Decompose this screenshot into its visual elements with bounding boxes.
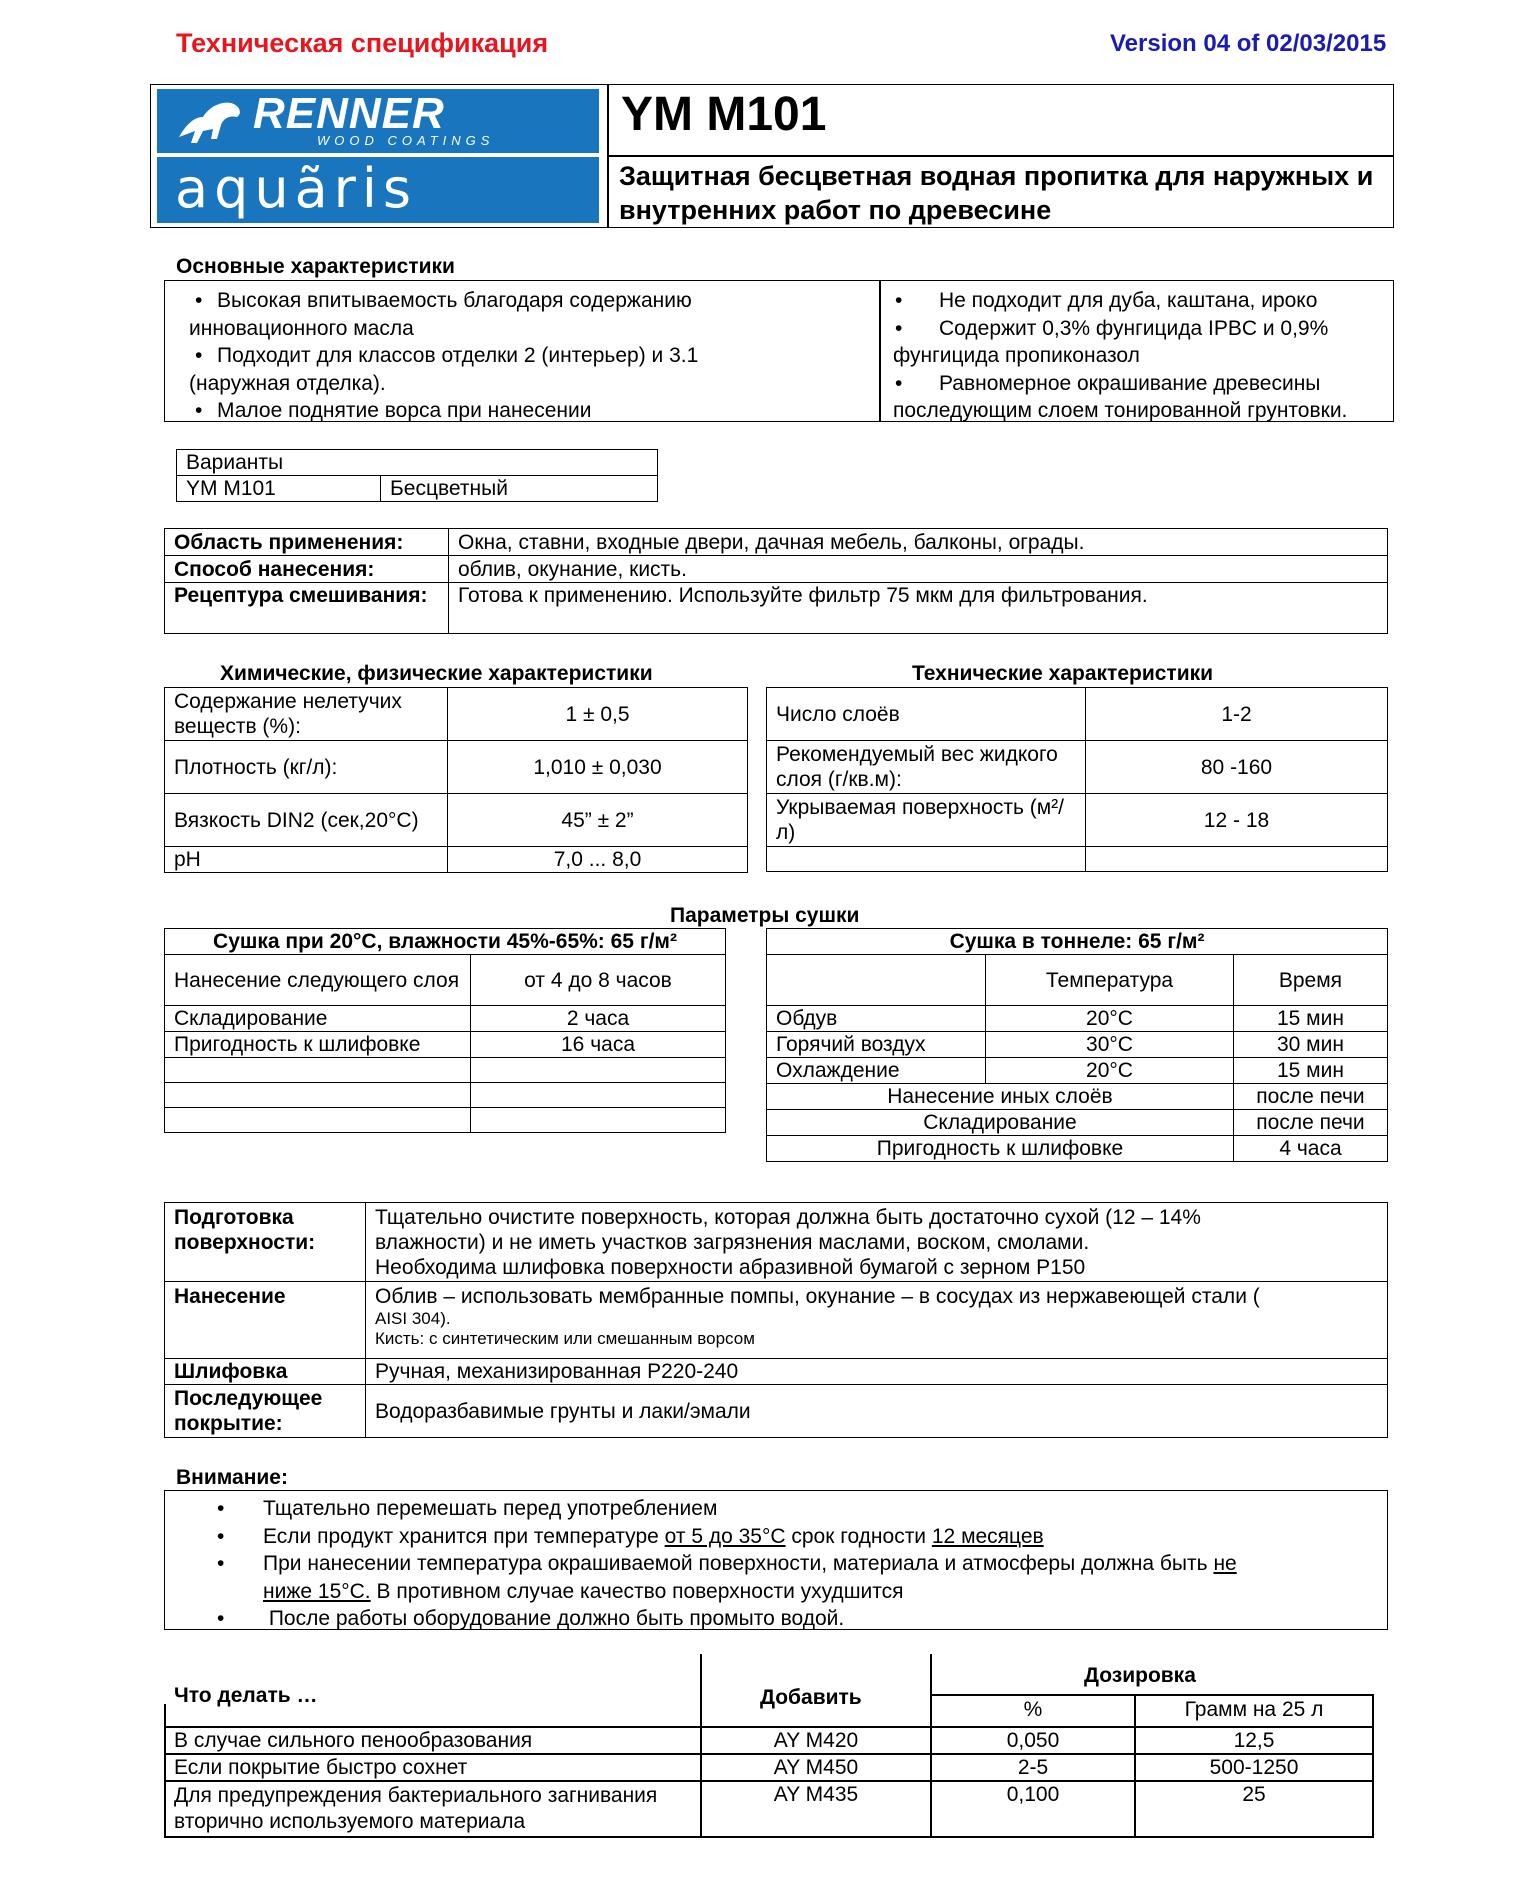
recipe-value: Готова к применению. Используйте фильтр 75 мкм для фильтрования. — [449, 583, 1388, 634]
drying-20-header: Сушка при 20°C, влажности 45%-65%: 65 г/м² — [165, 929, 726, 955]
tech-value: 1-2 — [1086, 688, 1388, 741]
document-title: Техническая спецификация — [176, 28, 549, 58]
title-divider — [607, 155, 1393, 157]
prep-label: Подготовка поверхности: — [165, 1203, 366, 1282]
chem-label: Содержание нелетучих веществ (%): — [165, 688, 448, 741]
drying-label: Пригодность к шлифовке — [165, 1032, 471, 1058]
attention-item: • Если продукт хранится при температуре от 5 до 35°C срок годности 12 месяцев — [217, 1524, 1044, 1548]
line — [164, 1836, 1374, 1838]
attention-item: ниже 15°C. В противном случае качество поверхности ухудшится — [263, 1579, 904, 1603]
feature-item: • Не подходит для дуба, каштана, ироко — [895, 289, 1318, 312]
col-time: Время — [1233, 955, 1387, 1006]
feature-item: • Подходит для классов отделки 2 (интерьер) и 3.1 — [195, 342, 855, 370]
feature-item: • Равномерное окрашивание древесины — [895, 371, 1321, 395]
line — [1372, 1694, 1374, 1838]
method-label: Способ нанесения: — [165, 556, 449, 583]
product-code: YM M101 — [621, 88, 827, 141]
variant-code: YM M101 — [177, 476, 381, 502]
drying-value: 2 часа — [471, 1006, 726, 1032]
aquaris-logo — [157, 157, 599, 223]
chem-value: 1,010 ± 0,030 — [448, 741, 748, 794]
drying-tunnel-header: Сушка в тоннеле: 65 г/м² — [767, 929, 1388, 955]
tech-label — [767, 847, 1086, 872]
feature-item: • Высокая впитываемость благодаря содержанию — [195, 287, 855, 315]
dosage-pct: 0,050 — [1006, 1729, 1060, 1752]
drying-20-table — [164, 928, 726, 1133]
dosage-what: В случае сильного пенообразования — [174, 1729, 533, 1752]
renner-logo — [157, 89, 599, 153]
attention-item: • После работы оборудование должно быть промыто водой. — [217, 1607, 845, 1630]
attention-item: • При нанесении температура окрашиваемой поверхности, материала и атмосферы должна быть не — [217, 1552, 1237, 1575]
line — [164, 1704, 166, 1838]
application-table — [164, 528, 1388, 634]
topcoat-text: Водоразбавимые грунты и лаки/эмали — [366, 1385, 1388, 1438]
after-value: после печи — [1233, 1110, 1387, 1136]
product-header — [150, 84, 1394, 228]
feature-item: (наружная отделка). — [189, 371, 386, 395]
dosage-col-gram: Грамм на 25 л — [1184, 1698, 1324, 1721]
empty-cell — [165, 1083, 471, 1108]
dosage-col-what: Что делать … — [174, 1684, 318, 1707]
drying-value: от 4 до 8 часов — [471, 955, 726, 1006]
feature-item: инновационного масла — [189, 316, 414, 340]
tunnel-label: Обдув — [767, 1006, 986, 1032]
tech-value: 80 -160 — [1086, 741, 1388, 794]
chem-title: Химические, физические характеристики — [220, 662, 653, 685]
dosage-gram: 12,5 — [1233, 1729, 1275, 1752]
dosage-add: AY M435 — [773, 1783, 859, 1806]
variants-table — [176, 449, 658, 502]
drying-tunnel-table — [766, 928, 1388, 1162]
tunnel-label: Охлаждение — [767, 1058, 986, 1084]
tunnel-time: 15 мин — [1233, 1006, 1387, 1032]
chem-label: Плотность (кг/л): — [165, 741, 448, 794]
version-label: Version 04 of 02/03/2015 — [1110, 30, 1387, 57]
main-features-title: Основные характеристики — [176, 255, 455, 278]
empty-cell — [165, 1058, 471, 1083]
tunnel-temp: 20°C — [986, 1058, 1234, 1084]
line — [164, 1753, 1374, 1755]
dosage-gram: 500-1250 — [1209, 1756, 1299, 1779]
prep-text: Тщательно очистите поверхность, которая должна быть достаточно сухой (12 – 14% влажности) и не иметь участков загрязнения маслами, воском, смолами. Необходима шлифовка поверхности абразивной бумагой с зерном P150 — [366, 1203, 1388, 1282]
drying-label: Нанесение следующего слоя — [165, 955, 471, 1006]
chem-value: 1 ± 0,5 — [448, 688, 748, 741]
chem-value: 7,0 ... 8,0 — [448, 847, 748, 873]
line — [164, 1780, 1374, 1782]
topcoat-label: Последующее покрытие: — [165, 1385, 366, 1438]
feature-item: фунгицида пропиконазол — [893, 344, 1140, 367]
feature-item: • Малое поднятие ворса при нанесении — [195, 397, 855, 425]
drying-value: 16 часа — [471, 1032, 726, 1058]
empty-cell — [471, 1108, 726, 1133]
application-value: Окна, ставни, входные двери, дачная мебель, балконы, ограды. — [449, 529, 1388, 556]
features-left — [189, 287, 855, 425]
sanding-label: Шлифовка — [165, 1359, 366, 1385]
chem-value: 45” ± 2” — [448, 794, 748, 847]
method-value: облив, окунание, кисть. — [449, 556, 1388, 583]
tech-title: Технические характеристики — [912, 662, 1214, 685]
attention-box — [164, 1490, 1388, 1630]
drying-label: Складирование — [165, 1006, 471, 1032]
variants-header: Варианты — [177, 450, 658, 476]
dosage-gram: 25 — [1242, 1783, 1266, 1806]
after-label: Пригодность к шлифовке — [767, 1136, 1234, 1162]
dosage-col-dose: Дозировка — [1084, 1664, 1196, 1687]
recipe-label: Рецептура смешивания: — [165, 583, 449, 634]
chem-label: Вязкость DIN2 (сек,20°C) — [165, 794, 448, 847]
tech-label: Число слоёв — [767, 688, 1086, 741]
tunnel-temp: 30°C — [986, 1032, 1234, 1058]
col-temperature: Температура — [986, 955, 1234, 1006]
dosage-pct: 2-5 — [1017, 1756, 1049, 1779]
feature-item: последующим слоем тонированной грунтовки. — [893, 399, 1348, 422]
dosage-add: AY M450 — [773, 1756, 859, 1779]
line — [930, 1694, 1374, 1696]
feature-item: • Содержит 0,3% фунгицида IPBC и 0,9% — [895, 316, 1329, 340]
drying-title: Параметры сушки — [670, 904, 860, 927]
empty-cell — [165, 1108, 471, 1133]
main-features-box — [164, 280, 1394, 422]
dosage-what: Для предупреждения бактериального загнивания вторично используемого материала — [174, 1784, 658, 1833]
tunnel-time: 15 мин — [1233, 1058, 1387, 1084]
after-value: после печи — [1233, 1084, 1387, 1110]
dosage-col-pct: % — [1023, 1698, 1043, 1721]
empty-cell — [471, 1058, 726, 1083]
horse-icon — [173, 93, 253, 149]
after-label: Складирование — [767, 1110, 1234, 1136]
product-description-line2: внутренних работ по древесине — [619, 195, 1052, 225]
application-label: Область применения: — [165, 529, 449, 556]
chem-label: pH — [165, 847, 448, 873]
dosage-pct: 0,100 — [1006, 1783, 1060, 1806]
brand-name: RENNER — [253, 89, 445, 138]
line — [164, 1726, 1374, 1728]
procedure-table — [164, 1202, 1388, 1438]
dosage-what: Если покрытие быстро сохнет — [174, 1756, 468, 1779]
attention-list — [217, 1495, 1367, 1633]
features-right — [877, 287, 1387, 425]
application-method-label: Нанесение — [165, 1282, 366, 1359]
attention-item: • Тщательно перемешать перед употреблением — [217, 1497, 718, 1520]
aquaris-text: aquãris — [175, 157, 418, 220]
tech-label: Рекомендуемый вес жидкого слоя (г/кв.м): — [767, 741, 1086, 794]
chem-table — [164, 687, 748, 873]
variant-name: Бесцветный — [381, 476, 658, 502]
tech-label: Укрываемая поверхность (м²/л) — [767, 794, 1086, 847]
dosage-add: AY M420 — [773, 1729, 859, 1752]
empty-cell — [767, 955, 986, 1006]
product-description-line1: Защитная бесцветная водная пропитка для наружных и — [619, 161, 1374, 191]
dosage-col-add: Добавить — [760, 1686, 862, 1709]
attention-title: Внимание: — [176, 1466, 288, 1489]
tech-value — [1086, 847, 1388, 872]
after-label: Нанесение иных слоёв — [767, 1084, 1234, 1110]
tunnel-label: Горячий воздух — [767, 1032, 986, 1058]
tech-table — [766, 687, 1388, 872]
application-method-text: Облив – использовать мембранные помпы, окунание – в сосудах из нержавеющей стали ( AISI 304). Кисть: с синтетическим или смешанным ворсом — [366, 1282, 1388, 1359]
brand-subtitle: WOOD COATINGS — [317, 133, 495, 148]
empty-cell — [471, 1083, 726, 1108]
dosage-table — [164, 1654, 1374, 1838]
sanding-text: Ручная, механизированная P220-240 — [366, 1359, 1388, 1385]
tunnel-temp: 20°C — [986, 1006, 1234, 1032]
after-value: 4 часа — [1233, 1136, 1387, 1162]
tunnel-time: 30 мин — [1233, 1032, 1387, 1058]
tech-value: 12 - 18 — [1086, 794, 1388, 847]
